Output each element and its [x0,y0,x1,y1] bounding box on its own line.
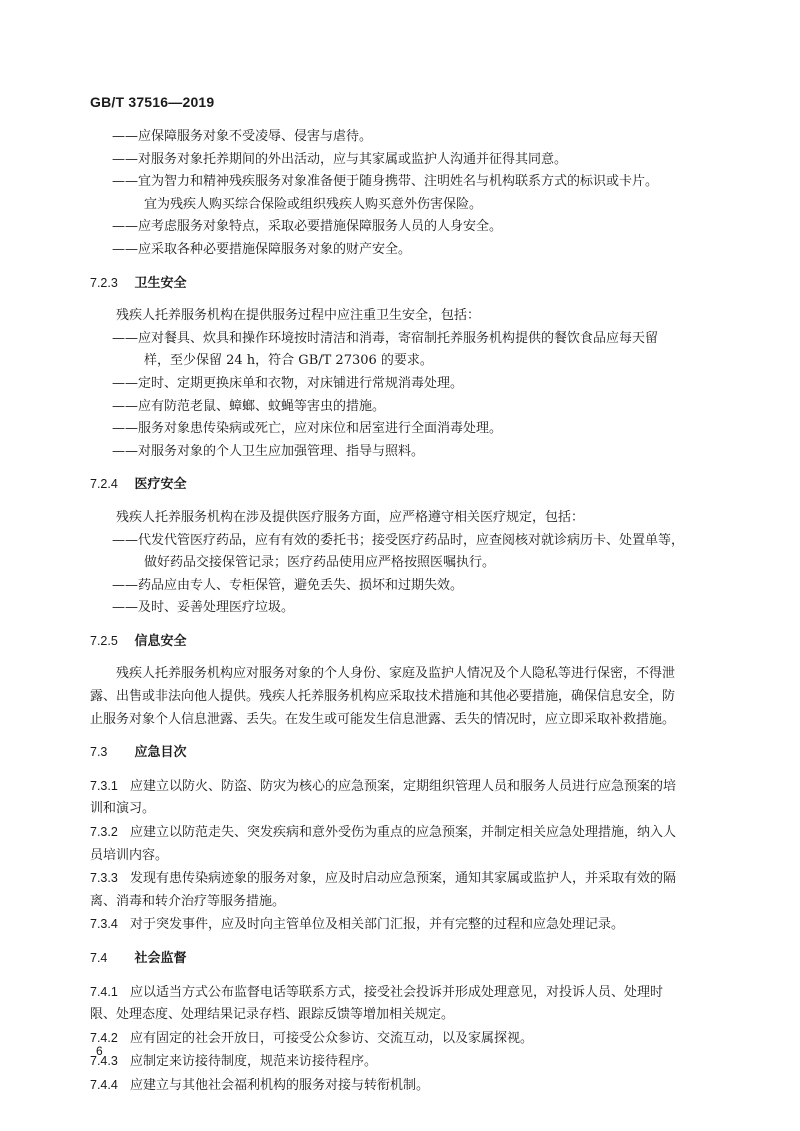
list-item: ——代发代管医疗药品，应有有效的委托书；接受医疗药品时，应查阅核对就诊病历卡、处置单等， [112,532,685,548]
section-number: 7.2.4 [90,477,118,492]
clause-text: 发现有患传染病迹象的服务对象，应及时启动应急预案，通知其家属或监护人，并采取有效的隔 [130,871,677,887]
clause-text-continuation: 训和演习。 [90,801,156,817]
clause-7-3-4 [90,913,730,937]
clause-text: 应建立以防范走失、突发疾病和意外受伤为重点的应急预案，并制定相关应急处理措施，纳入人 [130,825,677,841]
section-7-2-2-tail [90,126,730,262]
clause-7-4-4 [90,1074,730,1098]
section-title: 信息安全 [134,633,187,649]
clause-number: 7.4.1 [90,984,118,999]
clause-7-3-1 [90,775,730,821]
section-heading-7-2-5 [90,630,730,654]
list-item: ——及时、妥善处理医疗垃圾。 [112,600,295,616]
clause-number: 7.3.2 [90,825,118,840]
paragraph-line: 露、出售或非法向他人提供。残疾人托养服务机构应采取技术措施和其他必要措施，确保信息安全，防 [90,689,676,705]
list-item: ——服务对象患传染病或死亡，应对床位和居室进行全面消毒处理。 [112,421,503,437]
section-heading-7-4 [90,947,730,971]
section-title: 应急目次 [134,745,187,761]
page-number: 6 [96,1044,103,1058]
list-item: ——应保障服务对象不受凌辱、侵害与虐待。 [112,129,373,144]
clause-7-3-2 [90,821,730,867]
section-number: 7.2.5 [90,633,118,648]
clause-text-continuation: 离、消毒和转介治疗等服务措施。 [90,893,286,909]
list-item: ——应有防范老鼠、蟑螂、蚊蝇等害虫的措施。 [112,398,386,414]
list-item-continuation: 做好药品交接保管记录；医疗药品使用应严格按照医嘱执行。 [144,555,496,571]
list-item: ——定时、定期更换床单和衣物，对床铺进行常规消毒处理。 [112,375,464,391]
list-item-continuation: 样，至少保留 24 h，符合 GB/T 27306 的要求。 [144,353,433,369]
paragraph-line: 止服务对象个人信息泄露、丢失。在发生或可能发生信息泄露、丢失的情况时，应立即采取补救措施。 [90,711,676,727]
clause-7-3-3 [90,867,730,913]
section-number: 7.2.3 [90,275,118,290]
clause-text: 应建立与其他社会福利机构的服务对接与转衔机制。 [130,1077,430,1093]
list-item: ——应对餐具、炊具和操作环境按时清洁和消毒，寄宿制托养服务机构提供的餐饮食品应每天留 [112,330,659,346]
list-item-continuation: 宜为残疾人购买综合保险或组织残疾人购买意外伤害保险。 [144,196,483,212]
standard-code: GB/T 37516—2019 [90,94,215,110]
document-body [90,126,730,1098]
clause-number: 7.3.1 [90,778,118,793]
list-item: ——对服务对象托养期间的外出活动，应与其家属或监护人沟通并征得其同意。 [112,151,568,167]
clause-text: 对于突发事件，应及时向主管单位及相关部门汇报，并有完整的过程和应急处理记录。 [130,917,625,933]
clause-number: 7.3.3 [90,871,118,886]
section-title: 卫生安全 [134,275,187,291]
section-heading-7-2-4 [90,473,730,497]
clause-7-4-3 [90,1050,730,1074]
list-item: ——宜为智力和精神残疾服务对象准备便于随身携带、注明姓名与机构联系方式的标识或卡片。 [112,174,659,190]
list-item: ——应采取各种必要措施保障服务对象的财产安全。 [112,241,412,257]
clause-number: 7.4.2 [90,1030,118,1045]
clause-number: 7.4.3 [90,1054,118,1069]
section-intro: 残疾人托养服务机构在涉及提供医疗服务方面，应严格遵守相关医疗规定，包括： [116,509,585,525]
section-heading-7-3 [90,741,730,765]
clause-text: 应以适当方式公布监督电话等联系方式，接受社会投诉并形成处理意见，对投诉人员、处理时 [130,984,664,1000]
section-title: 社会监督 [134,951,187,966]
clause-text-continuation: 限、处理态度、处理结果记录存档、跟踪反馈等增加相关规定。 [90,1007,455,1023]
section-intro: 残疾人托养服务机构在提供服务过程中应注重卫生安全，包括： [116,308,481,324]
section-number: 7.4 [90,951,108,965]
clause-text: 应有固定的社会开放日，可接受公众参访、交流互动，以及家属探视。 [130,1030,534,1046]
list-item: ——药品应由专人、专柜保管，避免丢失、损坏和过期失效。 [112,577,464,593]
section-number: 7.3 [90,745,108,760]
list-item: ——对服务对象的个人卫生应加强管理、指导与照料。 [112,443,425,459]
list-item: ——应考虑服务对象特点，采取必要措施保障服务人员的人身安全。 [112,219,503,235]
clause-7-4-1 [90,981,730,1027]
clause-number: 7.3.4 [90,917,118,932]
clause-text: 应建立以防火、防盗、防灾为核心的应急预案，定期组织管理人员和服务人员进行应急预案的培 [130,778,677,794]
clause-7-4-2 [90,1027,730,1051]
clause-number: 7.4.4 [90,1077,118,1092]
section-title: 医疗安全 [134,477,187,493]
section-heading-7-2-3 [90,272,730,296]
paragraph-line: 残疾人托养服务机构应对服务对象的个人身份、家庭及监护人情况及个人隐私等进行保密，不得泄 [116,666,676,682]
clause-text-continuation: 员培训内容。 [90,847,169,863]
clause-text: 应制定来访接待制度，规范来访接待程序。 [130,1054,378,1070]
